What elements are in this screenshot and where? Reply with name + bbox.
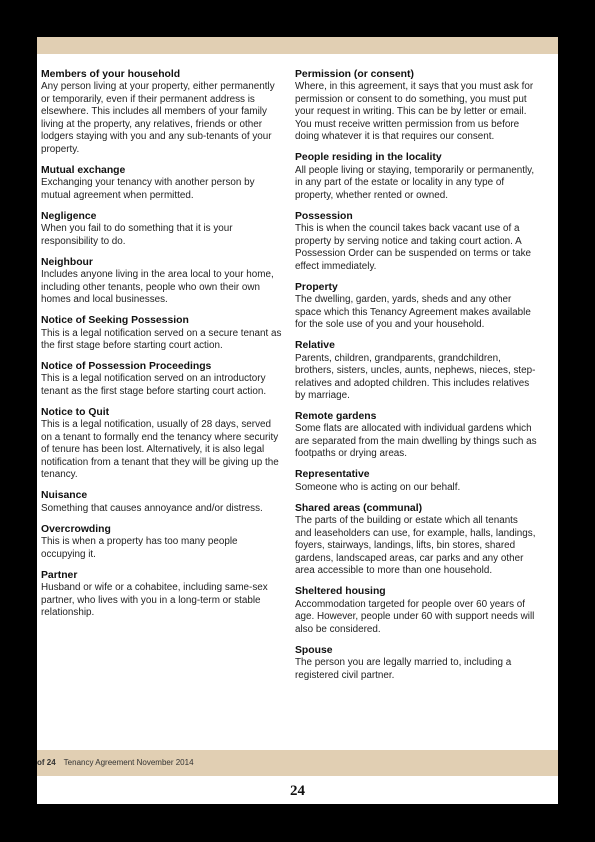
glossary-term: People residing in the locality (295, 152, 442, 164)
glossary-term: Neighbour (41, 256, 93, 268)
glossary-definition: Any person living at your property, either permanently or temporarily, even if their permanent address is elsewhere. This includes all members of your family living at the property, any relatives, friends or other lodgers staying with you and any sub-tenants of your property. (41, 81, 275, 155)
document-page (37, 37, 558, 804)
glossary-term: Notice of Seeking Possession (41, 315, 189, 327)
glossary-entry (295, 282, 537, 332)
glossary-definition: This is a legal notification, usually of 28 days, served on a tenant to formally end the tenancy where security of tenure has been lost. Alternatively, it is also legal notification from a tenant that they will be giving up the tenancy. (41, 419, 279, 481)
glossary-term: Mutual exchange (41, 164, 126, 176)
glossary-entry (295, 469, 537, 494)
glossary-definition: This is a legal notification served on an introductory tenant as the first stage before starting court action. (41, 373, 267, 397)
glossary-entry (41, 211, 283, 248)
glossary-term: Relative (295, 340, 335, 352)
glossary-term: Possession (295, 210, 353, 222)
glossary-definition: When you fail to do something that it is your responsibility to do. (41, 223, 233, 247)
glossary-entry (295, 503, 537, 578)
glossary-term: Property (295, 281, 338, 293)
glossary-term: Notice of Possession Proceedings (41, 361, 212, 373)
glossary-term: Negligence (41, 210, 97, 222)
glossary-definition: The parts of the building or estate which all tenants and leaseholders can use, for example, halls, landings, foyers, stairways, landings, lifts, bin stores, shared gardens, landscaped areas, car parks and any other area accessible to more than one household. (295, 515, 536, 577)
glossary-term: Nuisance (41, 490, 88, 502)
glossary-entry (41, 69, 283, 156)
glossary-entry (41, 165, 283, 202)
glossary-definition: Accommodation targeted for people over 60 years of age. However, people under 60 with support needs will also be considered. (295, 598, 535, 635)
glossary-entry (41, 490, 283, 515)
glossary-entry (41, 257, 283, 307)
glossary-entry (41, 407, 283, 482)
glossary-definition: All people living or staying, temporarily or permanently, in any part of the estate or locality in any type of property, whether rented or owned. (295, 164, 535, 201)
glossary-term: Sheltered housing (295, 586, 386, 598)
header-band (37, 37, 558, 54)
glossary-entry (295, 340, 537, 402)
glossary-term: Members of your household (41, 69, 181, 80)
glossary-entry (295, 586, 537, 636)
glossary-entry (295, 211, 537, 273)
glossary-entry (295, 411, 537, 461)
glossary-definition: The dwelling, garden, yards, sheds and any other space which this Tenancy Agreement makes available for the sole use of you and your household. (295, 294, 531, 331)
glossary-entry (41, 570, 283, 620)
glossary-definition: The person you are legally married to, including a registered civil partner. (295, 657, 512, 681)
glossary-definition: Someone who is acting on our behalf. (295, 481, 461, 493)
footer-band (37, 750, 558, 776)
glossary-definition: Parents, children, grandparents, grandchildren, brothers, sisters, uncles, aunts, nephews, nieces, step-relatives and adopted children. This includes relatives by marriage. (295, 352, 536, 402)
glossary-definition: This is when the council takes back vacant use of a property by serving notice and taking court action. A Possession Order can be suspended on terms or take effect immediately. (295, 223, 532, 272)
glossary-term: Partner (41, 569, 78, 581)
glossary-term: Permission (or consent) (295, 69, 414, 80)
glossary-definition: Includes anyone living in the area local to your home, including other tenants, people who own their own homes and local businesses. (41, 269, 274, 306)
footer-document-title: Tenancy Agreement November 2014 (63, 758, 194, 767)
glossary-definition: Something that causes annoyance and/or distress. (41, 502, 263, 514)
glossary-definition: Some flats are allocated with individual gardens which are separated from the main dwelling by things such as footpaths or drying areas. (295, 423, 537, 460)
glossary-left-column (41, 69, 283, 628)
glossary-term: Spouse (295, 644, 333, 656)
glossary-definition: Husband or wife or a cohabitee, including same-sex partner, who lives with you in a long-term or stable relationship. (41, 582, 268, 619)
footer-page-count: of 24 (37, 758, 56, 767)
glossary-definition: Exchanging your tenancy with another person by mutual agreement when permitted. (41, 177, 255, 201)
glossary-entry (295, 69, 537, 144)
glossary-definition: Where, in this agreement, it says that you must ask for permission or consent to do something, you must put your request in writing. This can be by letter or email. You must receive written permission from us before doing whatever it is that requires our consent. (295, 81, 534, 143)
glossary-definition: This is a legal notification served on a secure tenant as the first stage before starting court action. (41, 327, 282, 352)
page-number: 24 (290, 783, 305, 799)
glossary-term: Representative (295, 469, 370, 481)
glossary-entry (41, 315, 283, 352)
glossary-entry (41, 361, 283, 398)
glossary-entry (41, 524, 283, 561)
glossary-right-column (295, 69, 537, 691)
glossary-term: Notice to Quit (41, 406, 110, 418)
glossary-term: Remote gardens (295, 411, 377, 423)
glossary-entry (295, 152, 537, 202)
footer (37, 758, 194, 767)
glossary-definition: This is when a property has too many people occupying it. (41, 536, 238, 560)
glossary-term: Shared areas (communal) (295, 502, 423, 514)
glossary-entry (295, 645, 537, 682)
glossary-term: Overcrowding (41, 523, 111, 535)
